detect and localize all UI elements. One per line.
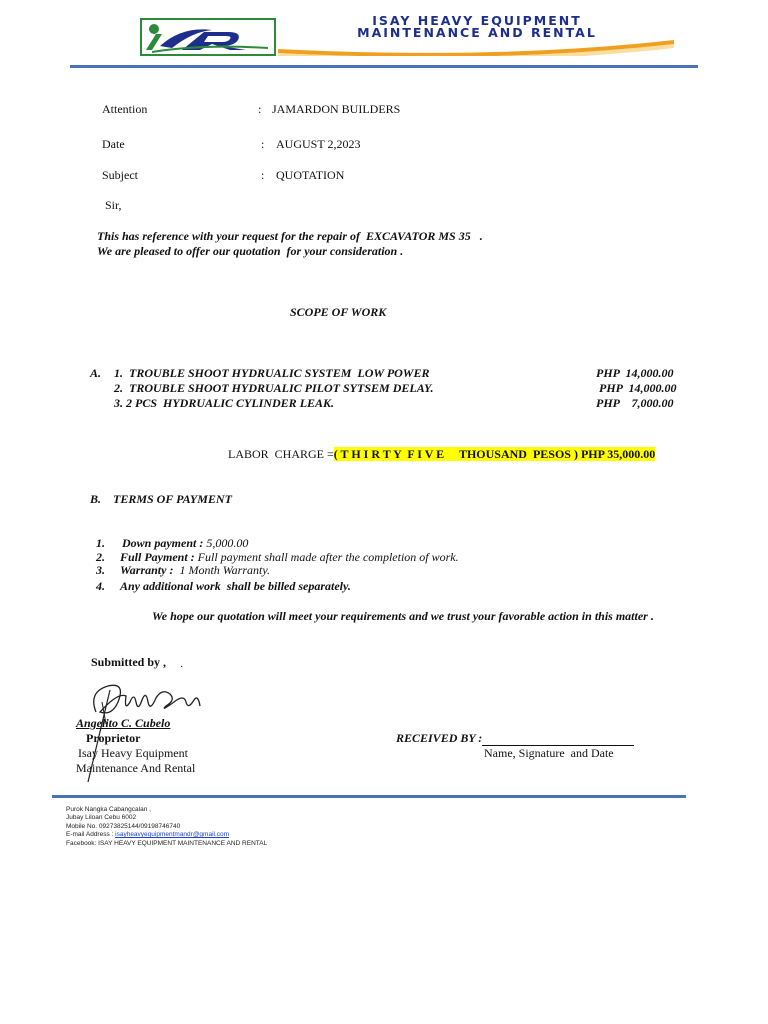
footer-email-label: E-mail Address : bbox=[66, 831, 114, 839]
term-label: Warranty : bbox=[120, 563, 174, 577]
footer-facebook: Facebook: ISAY HEAVY EQUIPMENT MAINTENANCE AND RENTAL bbox=[66, 839, 268, 847]
labor-charge bbox=[228, 447, 655, 462]
footer-email-row bbox=[66, 831, 267, 839]
received-by-caption: Name, Signature and Date bbox=[484, 746, 614, 760]
received-by-label: RECEIVED BY : bbox=[396, 731, 483, 745]
company-name-line2: MAINTENANCE AND RENTAL bbox=[357, 25, 597, 40]
signatory-company-2: Maintenance And Rental bbox=[76, 761, 196, 775]
scope-item-2: 2. TROUBLE SHOOT HYDRUALIC PILOT SYTSEM DELAY. bbox=[114, 381, 434, 395]
subject-label: Subject bbox=[102, 168, 138, 182]
scope-section-letter: A. bbox=[90, 366, 102, 380]
footer-address-1: Purok Nangka Cabangcalan , bbox=[66, 806, 151, 813]
term-num: 1. bbox=[96, 536, 105, 550]
footer-address-2: Jubay Liloan Cebu 6002 bbox=[66, 814, 137, 822]
small-mark: · bbox=[180, 662, 184, 673]
submitted-by: Submitted by , bbox=[91, 655, 167, 669]
attention-label: Attention bbox=[102, 102, 148, 116]
term-text: 5,000.00 bbox=[203, 536, 249, 550]
signatory-company-1: Isay Heavy Equipment bbox=[78, 746, 188, 760]
date-label: Date bbox=[102, 137, 125, 151]
date-value: AUGUST 2,2023 bbox=[276, 137, 361, 151]
attention-colon: : bbox=[258, 102, 262, 116]
attention-value: JAMARDON BUILDERS bbox=[272, 102, 401, 116]
company-name-line1: ISAY HEAVY EQUIPMENT bbox=[372, 13, 582, 28]
term-label: Full Payment : bbox=[120, 550, 195, 564]
logo-mark-icon bbox=[142, 20, 274, 54]
footer-contact bbox=[66, 806, 267, 848]
scope-price-3: PHP 7,000.00 bbox=[596, 396, 674, 410]
scope-item-3: 3. 2 PCS HYDRUALIC CYLINDER LEAK. bbox=[114, 396, 335, 410]
salutation: Sir, bbox=[105, 198, 122, 212]
header-divider bbox=[70, 65, 698, 68]
labor-charge-label: LABOR CHARGE = bbox=[228, 447, 334, 461]
footer-mobile: Mobile No. 09273825144/09198746740 bbox=[66, 822, 181, 830]
term-num: 3. bbox=[96, 563, 105, 577]
subject-colon: : bbox=[261, 168, 265, 182]
term-num: 4. bbox=[96, 579, 105, 593]
signatory-title: Proprietor bbox=[86, 731, 141, 745]
term-text: Full payment shall made after the completion of work. bbox=[194, 550, 459, 564]
term-label: Any additional work shall be billed separately. bbox=[120, 579, 351, 593]
date-colon: : bbox=[261, 137, 265, 151]
footer-email-link[interactable]: isayheavyequipmentmandr@gmail.com bbox=[115, 831, 230, 839]
intro-line-2: We are pleased to offer our quotation for your consideration . bbox=[97, 244, 404, 258]
scope-title: SCOPE OF WORK bbox=[290, 305, 387, 319]
company-logo bbox=[140, 18, 276, 56]
term-text: 1 Month Warranty. bbox=[173, 563, 271, 577]
scope-item-1: 1. TROUBLE SHOOT HYDRUALIC SYSTEM LOW POWER bbox=[114, 366, 430, 380]
signatory-name: Angelito C. Cubelo bbox=[76, 716, 171, 730]
intro-line-1: This has reference with your request for the repair of EXCAVATOR MS 35 . bbox=[97, 229, 483, 243]
term-item bbox=[90, 564, 351, 594]
received-by-signature-line bbox=[482, 732, 634, 746]
scope-price-1: PHP 14,000.00 bbox=[596, 366, 674, 380]
labor-charge-total: ( T H I R T Y F I V E THOUSAND PESOS ) PHP 35,000.00 bbox=[333, 447, 656, 461]
company-name bbox=[282, 15, 672, 39]
term-num: 2. bbox=[96, 550, 105, 564]
closing-statement: We hope our quotation will meet your requirements and we trust your favorable action in this matter . bbox=[152, 609, 654, 623]
footer-divider bbox=[52, 795, 686, 798]
term-label: Down payment : bbox=[122, 536, 204, 550]
scope-price-2: PHP 14,000.00 bbox=[599, 381, 677, 395]
subject-value: QUOTATION bbox=[276, 168, 345, 182]
terms-title: B. TERMS OF PAYMENT bbox=[90, 492, 232, 506]
